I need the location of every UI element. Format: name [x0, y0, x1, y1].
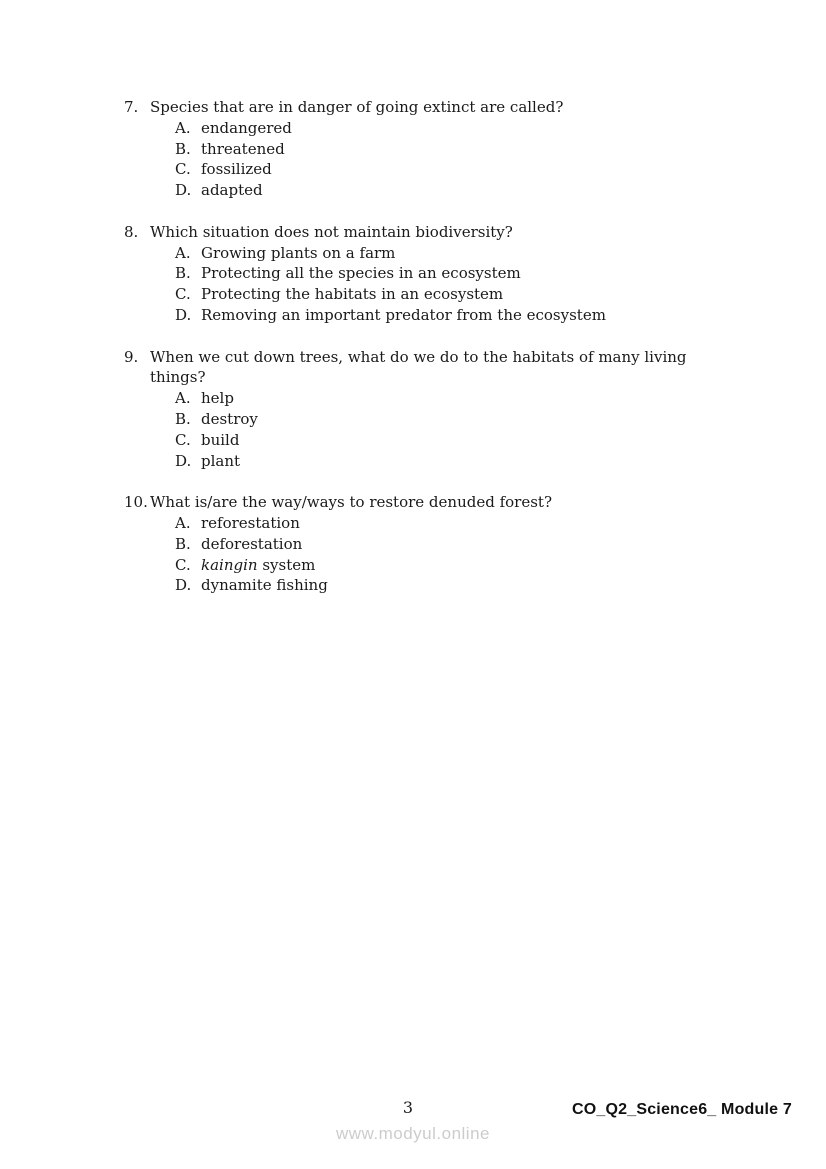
option-letter: D.	[175, 181, 192, 200]
option-row	[124, 180, 804, 201]
option-text: build	[201, 430, 240, 449]
question-header	[124, 347, 804, 389]
question-text	[150, 347, 804, 389]
question-number: 10.	[124, 493, 148, 512]
question-text-line: When we cut down trees, what do we do to the habitats of many living	[150, 347, 687, 366]
question-block	[124, 492, 804, 596]
option-letter: C.	[175, 285, 191, 304]
question-number: 7.	[124, 98, 139, 116]
option-letter: C.	[175, 555, 191, 574]
option-text: Protecting all the species in an ecosystem	[201, 264, 521, 283]
question-text	[150, 97, 804, 118]
options-list	[124, 513, 804, 596]
option-letter: C.	[175, 160, 191, 179]
option-row	[124, 263, 804, 284]
option-row	[124, 139, 804, 160]
option-text: reforestation	[201, 513, 300, 532]
option-letter: C.	[175, 430, 191, 449]
question-text-line: Species that are in danger of going extinct are called?	[150, 98, 564, 116]
option-text: Growing plants on a farm	[201, 243, 396, 262]
question-text	[150, 222, 804, 243]
option-row	[124, 243, 804, 264]
option-row	[124, 284, 804, 305]
option-text-run: kaingin	[201, 555, 258, 574]
module-label: CO_Q2_Science6_ Module 7	[571, 1101, 792, 1118]
option-letter: B.	[175, 264, 191, 283]
option-text: destroy	[201, 409, 258, 428]
option-text: adapted	[201, 181, 263, 200]
option-row	[124, 409, 804, 430]
option-row	[124, 159, 804, 180]
option-letter: B.	[175, 409, 191, 428]
option-row	[124, 555, 804, 576]
option-text	[201, 555, 315, 576]
question-block	[124, 347, 804, 472]
option-text: dynamite fishing	[201, 576, 328, 595]
option-text: Protecting the habitats in an ecosystem	[201, 285, 504, 304]
option-text-run: system	[257, 555, 316, 574]
question-number: 9.	[124, 347, 139, 366]
options-list	[124, 388, 804, 471]
option-row	[124, 430, 804, 451]
question-block	[124, 222, 804, 326]
option-text: deforestation	[201, 534, 303, 553]
option-letter: A.	[175, 513, 191, 532]
option-letter: B.	[175, 139, 191, 158]
question-text-line: What is/are the way/ways to restore denuded forest?	[150, 493, 552, 512]
question-header	[124, 222, 804, 243]
watermark: www.modyul.online	[335, 1124, 490, 1143]
question-block	[124, 97, 804, 201]
options-list	[124, 243, 804, 326]
option-text: fossilized	[201, 160, 272, 179]
question-text	[150, 492, 804, 513]
option-text: plant	[201, 451, 241, 470]
question-text-line: Which situation does not maintain biodiversity?	[150, 222, 513, 241]
option-letter: A.	[175, 389, 191, 408]
option-letter: A.	[175, 118, 191, 137]
option-row	[124, 388, 804, 409]
page-number: 3	[402, 1098, 414, 1117]
question-header	[124, 97, 804, 118]
option-letter: B.	[175, 534, 191, 553]
option-letter: A.	[175, 243, 191, 262]
option-letter: D.	[175, 576, 192, 595]
question-text-line: things?	[150, 368, 206, 387]
option-text: threatened	[201, 139, 285, 158]
option-row	[124, 305, 804, 326]
option-row	[124, 575, 804, 596]
option-letter: D.	[175, 305, 192, 324]
option-row	[124, 534, 804, 555]
option-text: Removing an important predator from the ecosystem	[201, 305, 606, 324]
questions	[124, 97, 804, 617]
option-text: endangered	[201, 118, 292, 137]
option-letter: D.	[175, 451, 192, 470]
option-row	[124, 513, 804, 534]
question-header	[124, 492, 804, 513]
option-row	[124, 451, 804, 472]
question-number: 8.	[124, 222, 139, 241]
options-list	[124, 118, 804, 201]
option-row	[124, 118, 804, 139]
option-text: help	[201, 389, 234, 408]
